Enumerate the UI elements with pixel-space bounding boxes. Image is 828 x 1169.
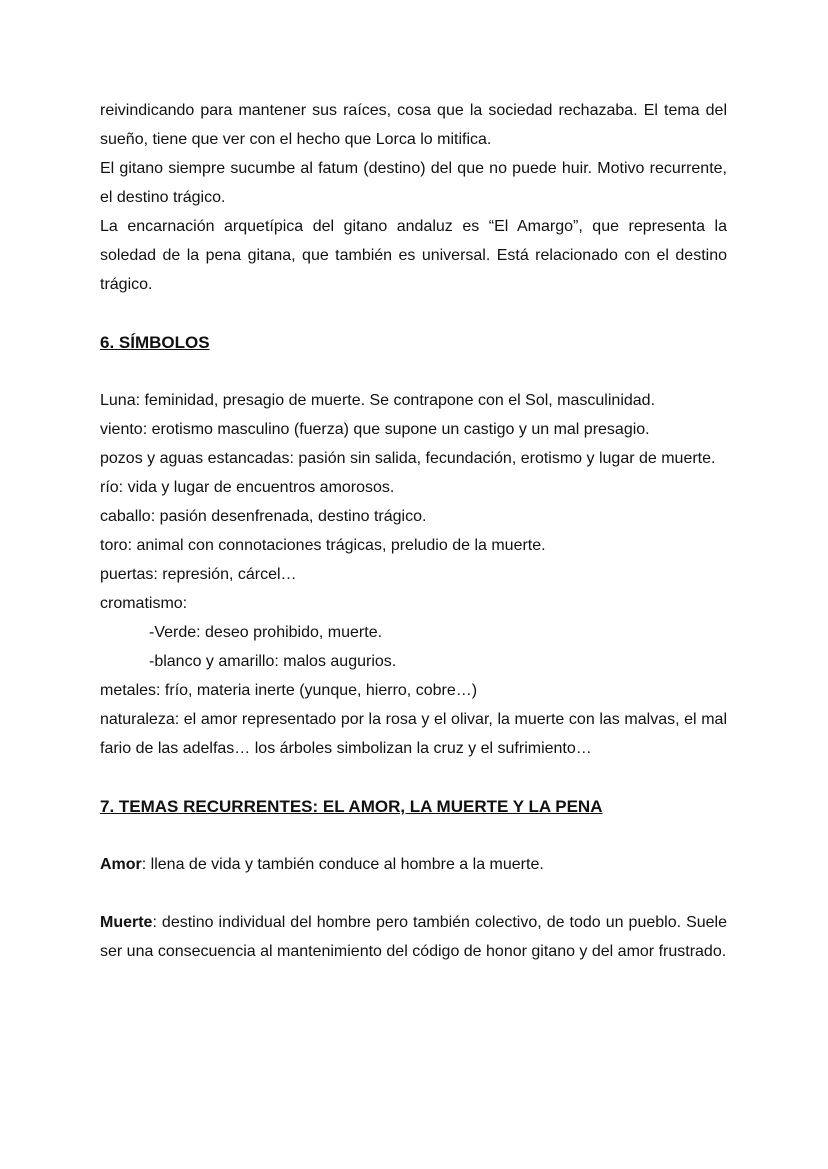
section-6-heading: 6. SÍMBOLOS [100, 333, 210, 352]
theme-muerte-term: Muerte [100, 914, 153, 931]
theme-amor [100, 850, 727, 879]
section-7-heading: 7. TEMAS RECURRENTES: EL AMOR, LA MUERTE Y LA PENA [100, 797, 603, 816]
symbol-item: río: vida y lugar de encuentros amorosos. [100, 479, 395, 496]
symbol-sub-item: -blanco y amarillo: malos augurios. [149, 653, 397, 670]
intro-paragraph-3: La encarnación arquetípica del gitano andaluz es “El Amargo”, que representa la soledad de la pena gitana, que también es universal. Está relacionado con el destino trágico. [100, 218, 727, 293]
symbol-sub-item: -Verde: deseo prohibido, muerte. [149, 624, 383, 641]
paragraph-gap [100, 879, 727, 908]
intro-paragraph-1: reivindicando para mantener sus raíces, cosa que la sociedad rechazaba. El tema del sueño, tiene que ver con el hecho que Lorca lo mitifica. [100, 102, 727, 148]
symbol-item: Luna: feminidad, presagio de muerte. Se contrapone con el Sol, masculinidad. [100, 392, 656, 409]
intro-paragraph-2: El gitano siempre sucumbe al fatum (destino) del que no puede huir. Motivo recurrente, el destino trágico. [100, 160, 727, 206]
symbol-item: viento: erotismo masculino (fuerza) que supone un castigo y un mal presagio. [100, 421, 650, 438]
theme-amor-term: Amor [100, 856, 142, 873]
theme-amor-text: : llena de vida y también conduce al hombre a la muerte. [141, 856, 544, 873]
theme-muerte [100, 908, 727, 966]
symbol-item: metales: frío, materia inerte (yunque, hierro, cobre…) [100, 682, 478, 699]
symbol-item: pozos y aguas estancadas: pasión sin salida, fecundación, erotismo y lugar de muerte. [100, 450, 716, 467]
document-page [100, 96, 727, 966]
symbol-item: toro: animal con connotaciones trágicas, preludio de la muerte. [100, 537, 546, 554]
theme-muerte-text: : destino individual del hombre pero también colectivo, de todo un pueblo. Suele ser una consecuencia al mantenimiento del código de honor gitano y del amor frustrado. [100, 914, 727, 960]
symbol-item: cromatismo: [100, 595, 188, 612]
symbol-item: puertas: represión, cárcel… [100, 566, 297, 583]
symbol-item: naturaleza: el amor representado por la rosa y el olivar, la muerte con las malvas, el mal fario de las adelfas… los árboles simbolizan la cruz y el sufrimiento… [100, 711, 727, 757]
symbol-item: caballo: pasión desenfrenada, destino trágico. [100, 508, 427, 525]
